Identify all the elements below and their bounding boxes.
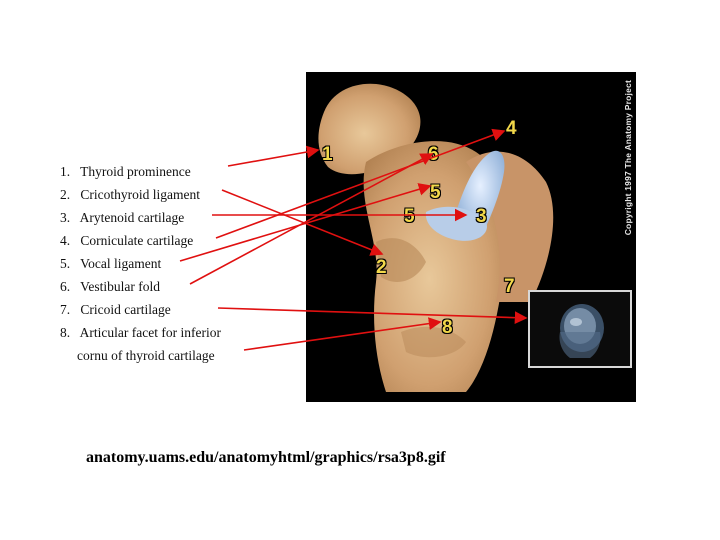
legend-item-2: 2. Cricothyroid ligament	[60, 187, 200, 202]
marker-4: 4	[506, 118, 517, 139]
legend-item-3: 3. Arytenoid cartilage	[60, 210, 185, 225]
marker-1: 1	[322, 144, 333, 165]
arrow-7	[218, 308, 526, 318]
arrow-2	[222, 190, 382, 254]
marker-5-upper: 5	[430, 182, 441, 203]
marker-2: 2	[376, 257, 387, 278]
arrow-1	[228, 150, 318, 166]
legend-item-7: 7. Cricoid cartilage	[60, 302, 171, 317]
legend-item-4: 4. Corniculate cartilage	[60, 233, 194, 248]
arrow-6	[190, 154, 432, 284]
marker-6: 6	[428, 144, 439, 165]
legend-item-5: 5. Vocal ligament	[60, 256, 162, 271]
legend-item-6: 6. Vestibular fold	[60, 279, 161, 294]
legend-item-1: 1. Thyroid prominence	[60, 164, 191, 179]
arrow-4	[216, 131, 504, 238]
arrow-5	[180, 186, 430, 261]
source-caption: anatomy.uams.edu/anatomyhtml/graphics/rsa3p8.gif	[86, 449, 446, 466]
marker-3: 3	[476, 206, 487, 227]
marker-5-lower: 5	[404, 206, 415, 227]
marker-7: 7	[504, 276, 515, 297]
marker-8: 8	[442, 317, 453, 338]
copyright-text: Copyright 1997 The Anatomy Project	[623, 80, 633, 236]
legend-item-8: 8. Articular facet for inferior cornu of thyroid cartilage	[60, 325, 221, 363]
arrow-8	[244, 322, 440, 350]
